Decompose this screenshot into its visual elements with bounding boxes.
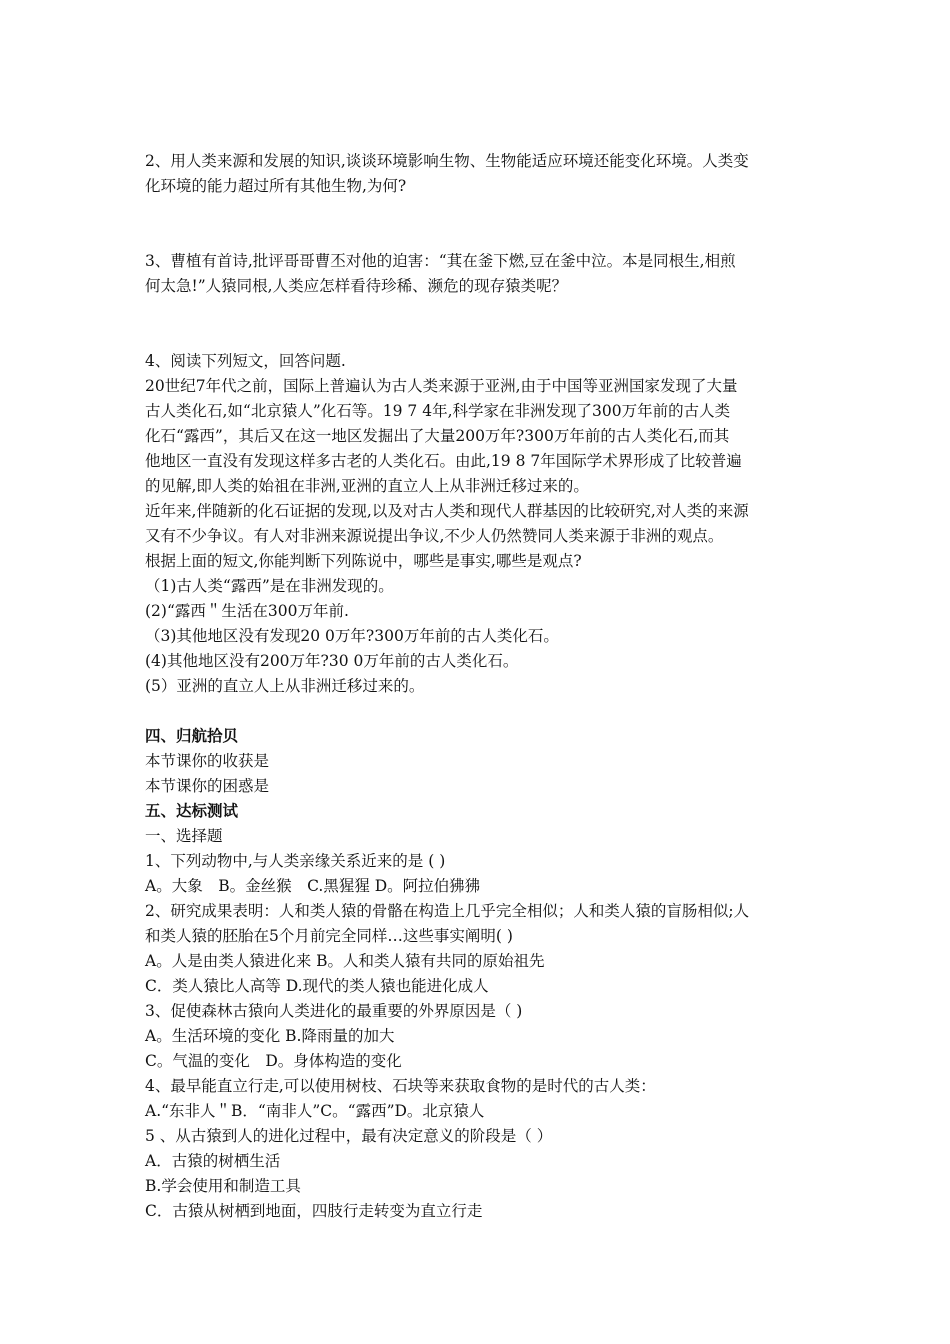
question-2-cont: 和类人猿的胚胎在5个月前完全同样…这些事实阐明( ) bbox=[145, 927, 513, 945]
question-2: 2、研究成果表明：人和类人猿的骨骼在构造上几乎完全相似；人和类人猿的盲肠相似;人 bbox=[145, 902, 750, 920]
question-5: 5 、从古猿到人的进化过程中，最有决定意义的阶段是（ ） bbox=[145, 1127, 553, 1145]
passage-line: 又有不少争议。有人对非洲来源说提出争议,不少人仍然赞同人类来源于非洲的观点。 bbox=[145, 527, 724, 545]
choice-heading: 一、选择题 bbox=[145, 827, 223, 845]
question-3-options-ab: A。生活环境的变化 B.降雨量的加大 bbox=[145, 1027, 395, 1045]
question-3-options-cd: C。气温的变化 D。身体构造的变化 bbox=[145, 1052, 402, 1070]
passage-line: 近年来,伴随新的化石证据的发现,以及对古人类和现代人群基因的比较研究,对人类的来源 bbox=[145, 502, 749, 520]
statement-4: (4)其他地区没有200万年?30 0万年前的古人类化石。 bbox=[145, 652, 519, 670]
statement-3: （3)其他地区没有发现20 0万年?300万年前的古人类化石。 bbox=[145, 627, 559, 645]
passage-line: 的见解,即人类的始祖在非洲,亚洲的直立人上从非洲迁移过来的。 bbox=[145, 477, 589, 495]
question-1: 1、下列动物中,与人类亲缘关系近来的是 ( ) bbox=[145, 852, 446, 870]
section-4-title: 四、归航拾贝 bbox=[145, 727, 239, 745]
question-1-options: A。大象 B。金丝猴 C.黑猩猩 D。阿拉伯狒狒 bbox=[145, 877, 481, 895]
question-2-options-ab: A。人是由类人猿进化来 B。人和类人猿有共同的原始祖先 bbox=[145, 952, 545, 970]
section-5-title: 五、达标测试 bbox=[145, 802, 239, 820]
question-5-option-a: A．古猿的树栖生活 bbox=[145, 1152, 281, 1170]
question-3: 3、促使森林古猿向人类进化的最重要的外界原因是（ ) bbox=[145, 1002, 523, 1020]
passage-line: 他地区一直没有发现这样多古老的人类化石。由此,19 8 7年国际学术界形成了比较普遍 bbox=[145, 452, 742, 470]
passage-line: 古人类化石,如“北京猿人”化石等。19 7 4年,科学家在非洲发现了300万年前的古人类 bbox=[145, 402, 731, 420]
statement-2: (2)“露西＂生活在300万年前. bbox=[145, 602, 349, 620]
passage-line: 化石“露西”，其后又在这一地区发掘出了大量200万年?300万年前的古人类化石,而其 bbox=[145, 427, 730, 445]
question-2-options-cd: C．类人猿比人高等 D.现代的类人猿也能进化成人 bbox=[145, 977, 489, 995]
q4-prompt: 根据上面的短文,你能判断下列陈说中，哪些是事实,哪些是观点? bbox=[145, 552, 582, 570]
question-4: 4、最早能直立行走,可以使用树枝、石块等来获取食物的是时代的古人类： bbox=[145, 1077, 656, 1095]
q2-line-2: 化环境的能力超过所有其他生物,为何? bbox=[145, 177, 407, 195]
statement-1: （1)古人类“露西”是在非洲发现的。 bbox=[145, 577, 394, 595]
question-5-option-c: C．古猿从树栖到地面，四肢行走转变为直立行走 bbox=[145, 1202, 483, 1220]
q4-heading: 4、阅读下列短文，回答问题. bbox=[145, 352, 346, 370]
gains-line: 本节课你的收获是 bbox=[145, 752, 270, 770]
question-5-option-b: B.学会使用和制造工具 bbox=[145, 1177, 301, 1195]
statement-5: (5）亚洲的直立人上从非洲迁移过来的。 bbox=[145, 677, 425, 695]
question-4-options: A.“东非人＂B．“南非人”C。“露西”D。北京猿人 bbox=[145, 1102, 485, 1120]
q3-line-2: 何太急!”人猿同根,人类应怎样看待珍稀、濒危的现存猿类呢？ bbox=[145, 277, 568, 295]
q2-line-1: 2、用人类来源和发展的知识,谈谈环境影响生物、生物能适应环境还能变化环境。人类变 bbox=[145, 152, 749, 170]
passage-line: 20世纪7年代之前，国际上普遍认为古人类来源于亚洲,由于中国等亚洲国家发现了大量 bbox=[145, 377, 738, 395]
confusion-line: 本节课你的困惑是 bbox=[145, 777, 270, 795]
q3-line-1: 3、曹植有首诗,批评哥哥曹丕对他的迫害：“萁在釜下燃,豆在釜中泣。本是同根生,相煎 bbox=[145, 252, 736, 270]
